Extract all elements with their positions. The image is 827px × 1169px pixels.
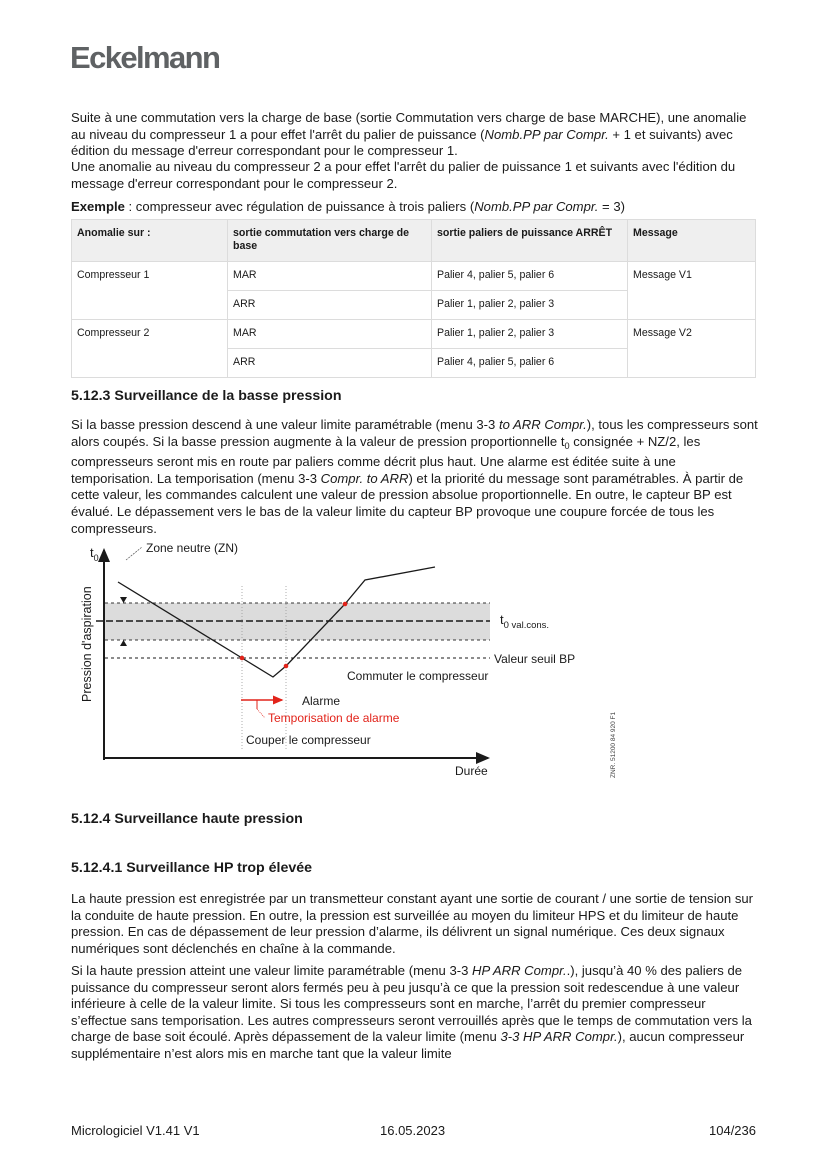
cell-stages: Palier 4, palier 5, palier 6 bbox=[432, 349, 628, 378]
example-label: Exemple bbox=[71, 199, 125, 214]
switch-label: Commuter le compresseur bbox=[347, 669, 489, 683]
text: Si la basse pression descend à une valeur limite paramétrable (menu 3-3 bbox=[71, 417, 499, 432]
zone-upper-marker-icon bbox=[120, 597, 127, 603]
cutoff-label: Couper le compresseur bbox=[246, 733, 371, 747]
header-message: Message bbox=[628, 220, 756, 262]
param-name: Nomb.PP par Compr. bbox=[474, 199, 599, 214]
subscript: 0 bbox=[564, 440, 570, 451]
cell-stages: Palier 4, palier 5, palier 6 bbox=[432, 262, 628, 291]
cell-output: ARR bbox=[228, 349, 432, 378]
menu-param: to ARR Compr. bbox=[498, 417, 587, 432]
cell-output: ARR bbox=[228, 291, 432, 320]
section-heading-5-12-3: 5.12.3 Surveillance de la basse pression bbox=[71, 388, 342, 404]
menu-param: HP ARR Compr. bbox=[472, 963, 567, 978]
cell-message: Message V1 bbox=[628, 262, 756, 320]
y-axis-label: Pression d'aspiration bbox=[80, 586, 94, 702]
intro-paragraph-2: Une anomalie au niveau du compresseur 2 a pour effet l'arrêt du palier de puissance 1 et suivants avec l'édition du message d'erreur correspondant pour le compresseur 2. bbox=[71, 159, 736, 191]
alarm-delay-leader bbox=[257, 709, 265, 718]
header-anomaly: Anomalie sur : bbox=[72, 220, 228, 262]
header-stages-off: sortie paliers de puissance ARRÊT bbox=[432, 220, 628, 262]
text: ), tous les compresseurs sont alors coupés. Si la basse pression augmente à la valeur de pression proportionnelle t bbox=[71, 417, 758, 449]
setpoint-label: $t_{0 val.cons.}$ bbox=[500, 612, 550, 631]
zone-crossing-point bbox=[343, 602, 348, 607]
cell-stages: Palier 1, palier 2, palier 3 bbox=[432, 291, 628, 320]
text: ) et la priorité du message sont paramétrables. À partir de cette valeur, les commandes calculent une valeur de pression absolue proportionnelle. En outre, le capteur BP est évalué. Le dépassement vers le bas de la valeur limite du capteur BP provoque une coupure forcée de tous les compresseurs. bbox=[71, 470, 744, 536]
cutoff-point bbox=[240, 656, 245, 661]
alarm-label: Alarme bbox=[302, 694, 341, 708]
section-5-12-4-1-paragraph-2 bbox=[71, 963, 761, 1063]
header-switch-output: sortie commutation vers charge de base bbox=[228, 220, 432, 262]
text: Suite à une commutation vers la charge de base (sortie Commutation vers charge de base MARCHE), une anomalie au niveau du compresseur 1 a pour effet l'arrêt du palier de puissance ( bbox=[71, 110, 747, 142]
section-heading-5-12-4: 5.12.4 Surveillance haute pression bbox=[71, 811, 303, 827]
footer-firmware-version: Micrologiciel V1.41 V1 bbox=[71, 1123, 200, 1138]
zone-label-leader bbox=[126, 547, 142, 560]
zone-lower-marker-icon bbox=[120, 640, 127, 646]
param-name: Nomb.PP par Compr. bbox=[484, 126, 609, 142]
footer-page-number: 104/236 bbox=[709, 1123, 756, 1138]
text: consignée + NZ/2, les compresseurs seront mis en route par paliers comme décrit plus haut. Une alarme est éditée suite à une temporisation. La temporisation (menu 3-3 bbox=[71, 433, 701, 486]
cell-message: Message V2 bbox=[628, 320, 756, 378]
threshold-label: Valeur seuil BP bbox=[494, 652, 576, 666]
x-axis-label: Durée bbox=[455, 764, 488, 778]
text: = 3) bbox=[598, 199, 625, 214]
cell-output: MAR bbox=[228, 262, 432, 291]
cell-anomaly: Compresseur 1 bbox=[72, 262, 228, 320]
cell-output: MAR bbox=[228, 320, 432, 349]
cell-anomaly: Compresseur 2 bbox=[72, 320, 228, 378]
text: .), jusqu’à 40 % des paliers de puissance du compresseur seront alors fermés peu à peu jusqu’à ce que la pression soit redescendue à une valeur inférieure à celle de la valeur limite. Si tous les compresseurs sont en marche, l’arrêt du premier compresseur s’effectue sans temporisation. Les autres compresseurs seront verrouillés après que le temps de commutation vers la charge de base soit écoulé. Après dépassement de la valeur limite (menu bbox=[71, 963, 752, 1045]
figure-reference-code: ZNR. 51200 84 920 F1 bbox=[610, 711, 617, 778]
text: Si la haute pression atteint une valeur limite paramétrable (menu 3-3 bbox=[71, 963, 473, 978]
menu-param: 3-3 HP ARR Compr. bbox=[500, 1029, 618, 1045]
eckelmann-logo: Eckelmann bbox=[70, 40, 220, 75]
text: : compresseur avec régulation de puissance à trois paliers ( bbox=[124, 199, 475, 214]
section-heading-5-12-4-1: 5.12.4.1 Surveillance HP trop élevée bbox=[71, 860, 313, 876]
section-5-12-4-1-paragraph-1: La haute pression est enregistrée par un transmetteur constant ayant une sortie de courant / une sortie de tension sur la conduite de haute pression. En outre, la pression est surveillée au moyen du limiteur HPS et du limiteur de haute pression. En cas de dépassement de leur pression d’alarme, ils délivrent un signal numérique. Ces deux signaux numériques sont déclenchés en chaîne à la commande. bbox=[71, 891, 754, 956]
y-axis-symbol: $t_0$ bbox=[90, 545, 99, 563]
switch-on-point bbox=[284, 664, 289, 669]
footer-date: 16.05.2023 bbox=[380, 1123, 446, 1138]
text: + 1 et suivants) avec édition du message d'erreur correspondant pour le compresseur 1. bbox=[71, 126, 733, 159]
zone-label: Zone neutre (ZN) bbox=[146, 541, 239, 555]
menu-param: Compr. to ARR bbox=[320, 470, 409, 486]
alarm-delay-label: Temporisation de alarme bbox=[268, 711, 400, 725]
text: ), aucun compresseur supplémentaire n’est alors mis en marche tant que la valeur limite bbox=[71, 1029, 745, 1061]
cell-stages: Palier 1, palier 2, palier 3 bbox=[432, 320, 628, 349]
